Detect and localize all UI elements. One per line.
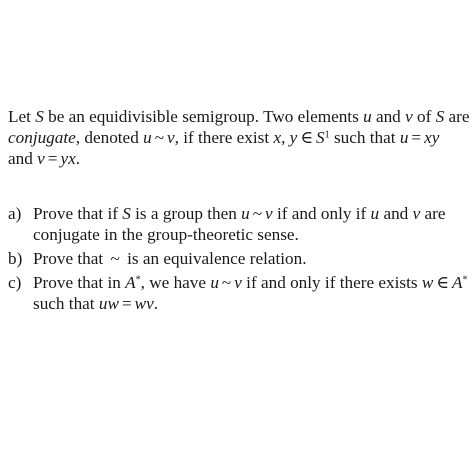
text: and	[379, 204, 413, 223]
math-v: v	[234, 273, 242, 292]
tilde-symbol: ~	[252, 204, 263, 223]
text: ,	[281, 128, 290, 147]
math-v: v	[167, 128, 175, 147]
equals-symbol: =	[47, 149, 58, 168]
math-u: u	[210, 273, 219, 292]
equals-symbol: =	[121, 294, 132, 313]
math-x: x	[273, 128, 282, 147]
math-w: w	[421, 273, 434, 292]
tilde-symbol: ~	[110, 249, 120, 268]
tilde-symbol: ~	[154, 128, 164, 147]
text: , if there exist	[174, 128, 274, 147]
text: of	[412, 107, 436, 126]
tilde-symbol: ~	[221, 273, 232, 292]
math-u: u	[143, 128, 152, 147]
math-S: S	[316, 128, 325, 147]
text: such that	[33, 294, 99, 313]
math-uw: uw	[98, 294, 119, 313]
text: , we have	[140, 273, 211, 292]
text: Prove that if	[33, 204, 123, 223]
text: are	[444, 107, 470, 126]
element-of-symbol: ∈	[436, 273, 450, 292]
intro-line-3	[8, 148, 466, 169]
element-of-symbol: ∈	[300, 128, 314, 147]
part-a-row-2	[33, 224, 466, 245]
part-marker: b)	[8, 249, 23, 268]
part-b-row-1	[33, 248, 466, 269]
part-b	[8, 248, 466, 269]
math-v: v	[37, 149, 45, 168]
part-marker: a)	[8, 204, 22, 223]
superscript-1: 1	[324, 129, 330, 141]
math-y: y	[289, 128, 298, 147]
text: and	[8, 149, 38, 168]
part-a-row-1	[33, 203, 466, 224]
math-A: A	[452, 273, 463, 292]
part-c	[8, 272, 466, 314]
math-u: u	[363, 107, 372, 126]
superscript-star: *	[462, 274, 468, 286]
math-S: S	[122, 204, 131, 223]
intro-line-2	[8, 127, 466, 148]
text: is an equivalence relation.	[122, 249, 307, 268]
math-A: A	[125, 273, 136, 292]
text: such that	[329, 128, 400, 147]
text: if and only if	[272, 204, 371, 223]
text: , denoted	[75, 128, 144, 147]
part-marker: c)	[8, 273, 22, 292]
text: be an equidivisible semigroup. Two elements	[43, 107, 364, 126]
math-u: u	[370, 204, 380, 223]
math-v: v	[405, 107, 413, 126]
text: .	[75, 149, 81, 168]
part-a	[8, 203, 466, 245]
math-yx: yx	[60, 149, 76, 168]
math-wv: wv	[134, 294, 154, 313]
equals-symbol: =	[411, 128, 422, 147]
math-S: S	[35, 107, 44, 126]
part-c-row-1	[33, 272, 466, 293]
text: and	[371, 107, 406, 126]
term-conjugate: conjugate	[8, 128, 76, 147]
superscript-star: *	[135, 274, 141, 286]
math-v: v	[265, 204, 273, 223]
text: is a group then	[130, 204, 242, 223]
math-xy: xy	[424, 128, 440, 147]
math-S: S	[435, 107, 445, 126]
text: .	[153, 294, 159, 313]
text: Let	[8, 107, 36, 126]
math-u: u	[399, 128, 409, 147]
part-c-row-2	[33, 293, 466, 314]
intro-line-1	[8, 106, 470, 127]
text: conjugate in the group-theoretic sense.	[33, 225, 299, 244]
exercise-parts	[8, 203, 466, 317]
text: if and only if there exists	[241, 273, 422, 292]
problem-statement	[8, 106, 470, 169]
text: Prove that in	[33, 273, 126, 292]
text: are	[420, 204, 446, 223]
text: Prove that	[33, 249, 108, 268]
math-u: u	[241, 204, 250, 223]
math-v: v	[412, 204, 421, 223]
